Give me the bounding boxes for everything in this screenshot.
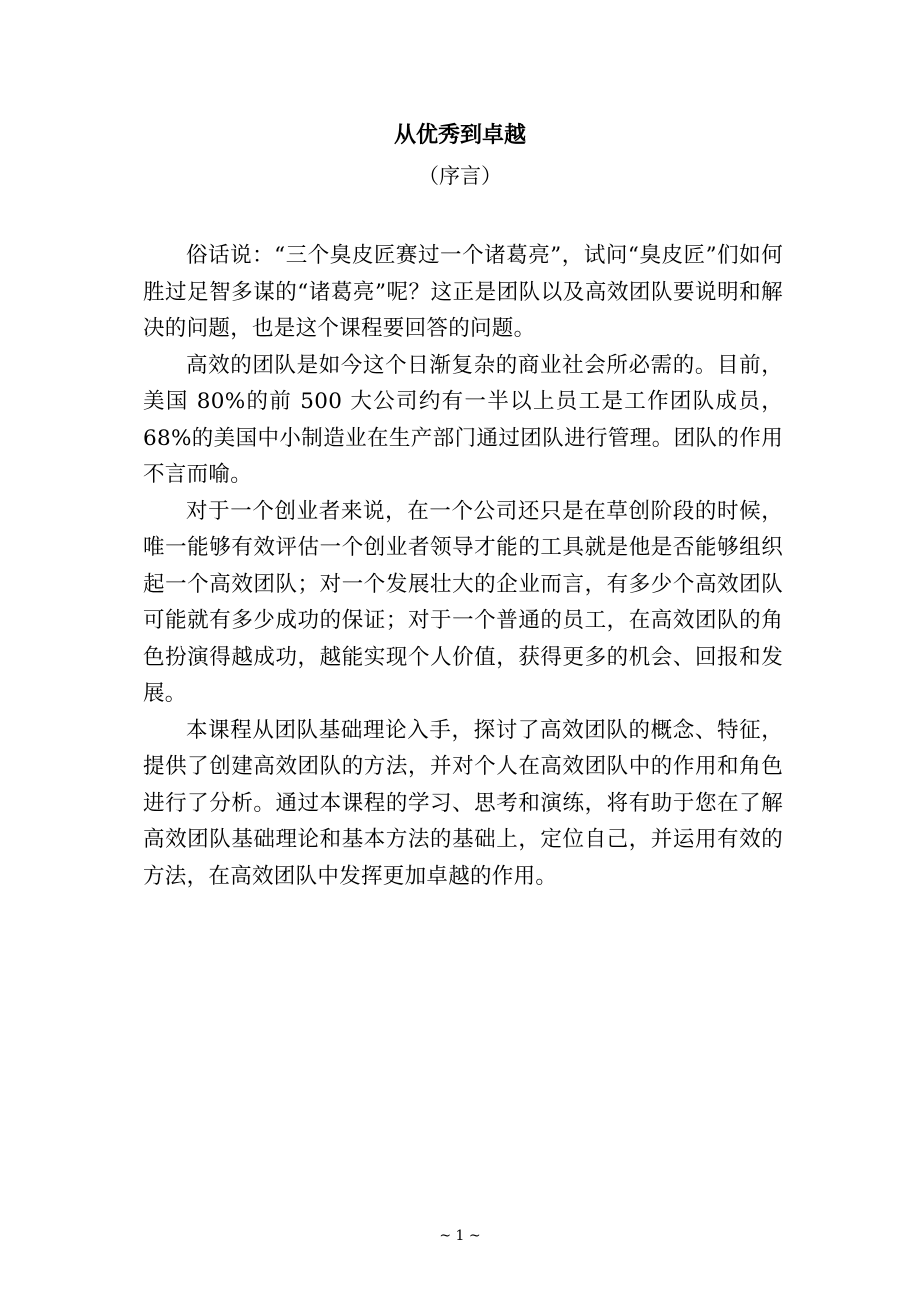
document-title: 从优秀到卓越 — [393, 123, 526, 148]
document-subtitle: （序言） — [418, 164, 502, 188]
paragraph: 本课程从团队基础理论入手，探讨了高效团队的概念、特征，提供了创建高效团队的方法，并对个人在高效团队中的作用和角色进行了分析。通过本课程的学习、思考和演练，将有助于您在了解高效团队基础理论和基本方法的基础上，定位自己，并运用有效的方法，在高效团队中发挥更加卓越的作用。 — [143, 717, 783, 889]
paragraph: 高效的团队是如今这个日渐复杂的商业社会所必需的。目前，美国 80%的前 500 大公司约有一半以上员工是工作团队成员，68%的美国中小制造业在生产部门通过团队进行管理。团队的作用不言而喻。 — [143, 352, 783, 487]
document-body — [143, 238, 783, 895]
page-number: ~ 1 ~ — [439, 1228, 481, 1244]
paragraph: 对于一个创业者来说，在一个公司还只是在草创阶段的时候，唯一能够有效评估一个创业者领导才能的工具就是他是否能够组织起一个高效团队；对一个发展壮大的企业而言，有多少个高效团队可能就有多少成功的保证；对于一个普通的员工，在高效团队的角色扮演得越成功，越能实现个人价值，获得更多的机会、回报和发展。 — [143, 498, 783, 706]
paragraph: 俗话说：“三个臭皮匠赛过一个诸葛亮”，试问“臭皮匠”们如何胜过足智多谋的“诸葛亮”呢？这正是团队以及高效团队要说明和解决的问题，也是这个课程要回答的问题。 — [143, 243, 783, 341]
